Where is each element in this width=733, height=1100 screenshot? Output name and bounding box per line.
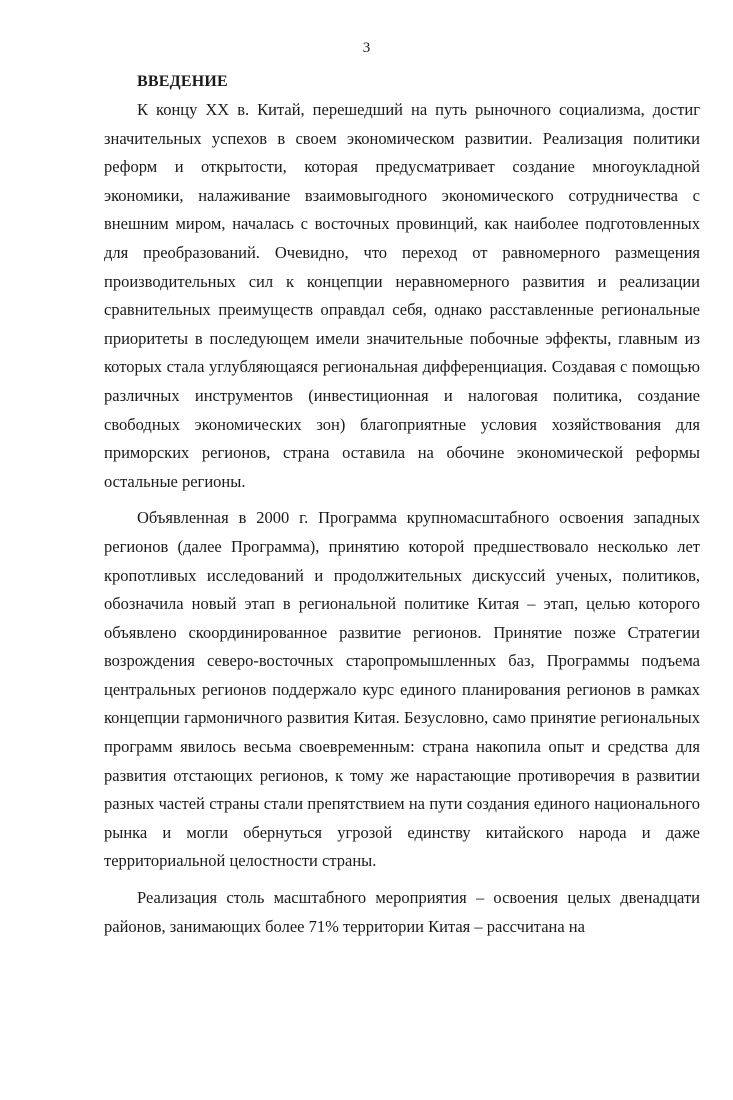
page-number: 3: [362, 40, 371, 56]
paragraph-2: Объявленная в 2000 г. Программа крупномасштабного освоения западных регионов (далее Программа), принятию которой предшествовало несколько лет кропотливых исследований и продолжительных дискуссий ученых, политиков, обозначила новый этап в региональной политике Китая – этап, целью которого объявлено скоординированное развитие регионов. Принятие позже Стратегии возрождения северо-восточных старопромышленных баз, Программы подъема центральных регионов поддержало курс единого планирования регионов в рамках концепции гармоничного развития Китая. Безусловно, само принятие региональных программ явилось весьма своевременным: страна накопила опыт и средства для развития отстающих регионов, к тому же нарастающие противоречия в развитии разных частей страны стали препятствием на пути создания единого национального рынка и могли обернуться угрозой единству китайского народа и даже территориальной целостности страны.: [104, 508, 700, 871]
paragraph-3: Реализация столь масштабного мероприятия – освоения целых двенадцати районов, занимающих более 71% территории Китая – рассчитана на: [104, 888, 700, 936]
document-body: [104, 68, 700, 941]
section-heading: ВВЕДЕНИЕ: [137, 73, 228, 90]
paragraph-1: К концу XX в. Китай, перешедший на путь рыночного социализма, достиг значительных успехов в своем экономическом развитии. Реализация политики реформ и открытости, которая предусматривает создание многоукладной экономики, налаживание взаимовыгодного экономического сотрудничества с внешним миром, началась с восточных провинций, как наиболее подготовленных для преобразований. Очевидно, что переход от равномерного размещения производительных сил к концепции неравномерного развития и реализации сравнительных преимуществ оправдал себя, однако расставленные региональные приоритеты в последующем имели значительные побочные эффекты, главным из которых стала углубляющаяся региональная дифференциация. Создавая с помощью различных инструментов (инвестиционная и налоговая политика, создание свободных экономических зон) благоприятные условия хозяйствования для приморских регионов, страна оставила на обочине экономической реформы остальные регионы.: [104, 100, 700, 491]
